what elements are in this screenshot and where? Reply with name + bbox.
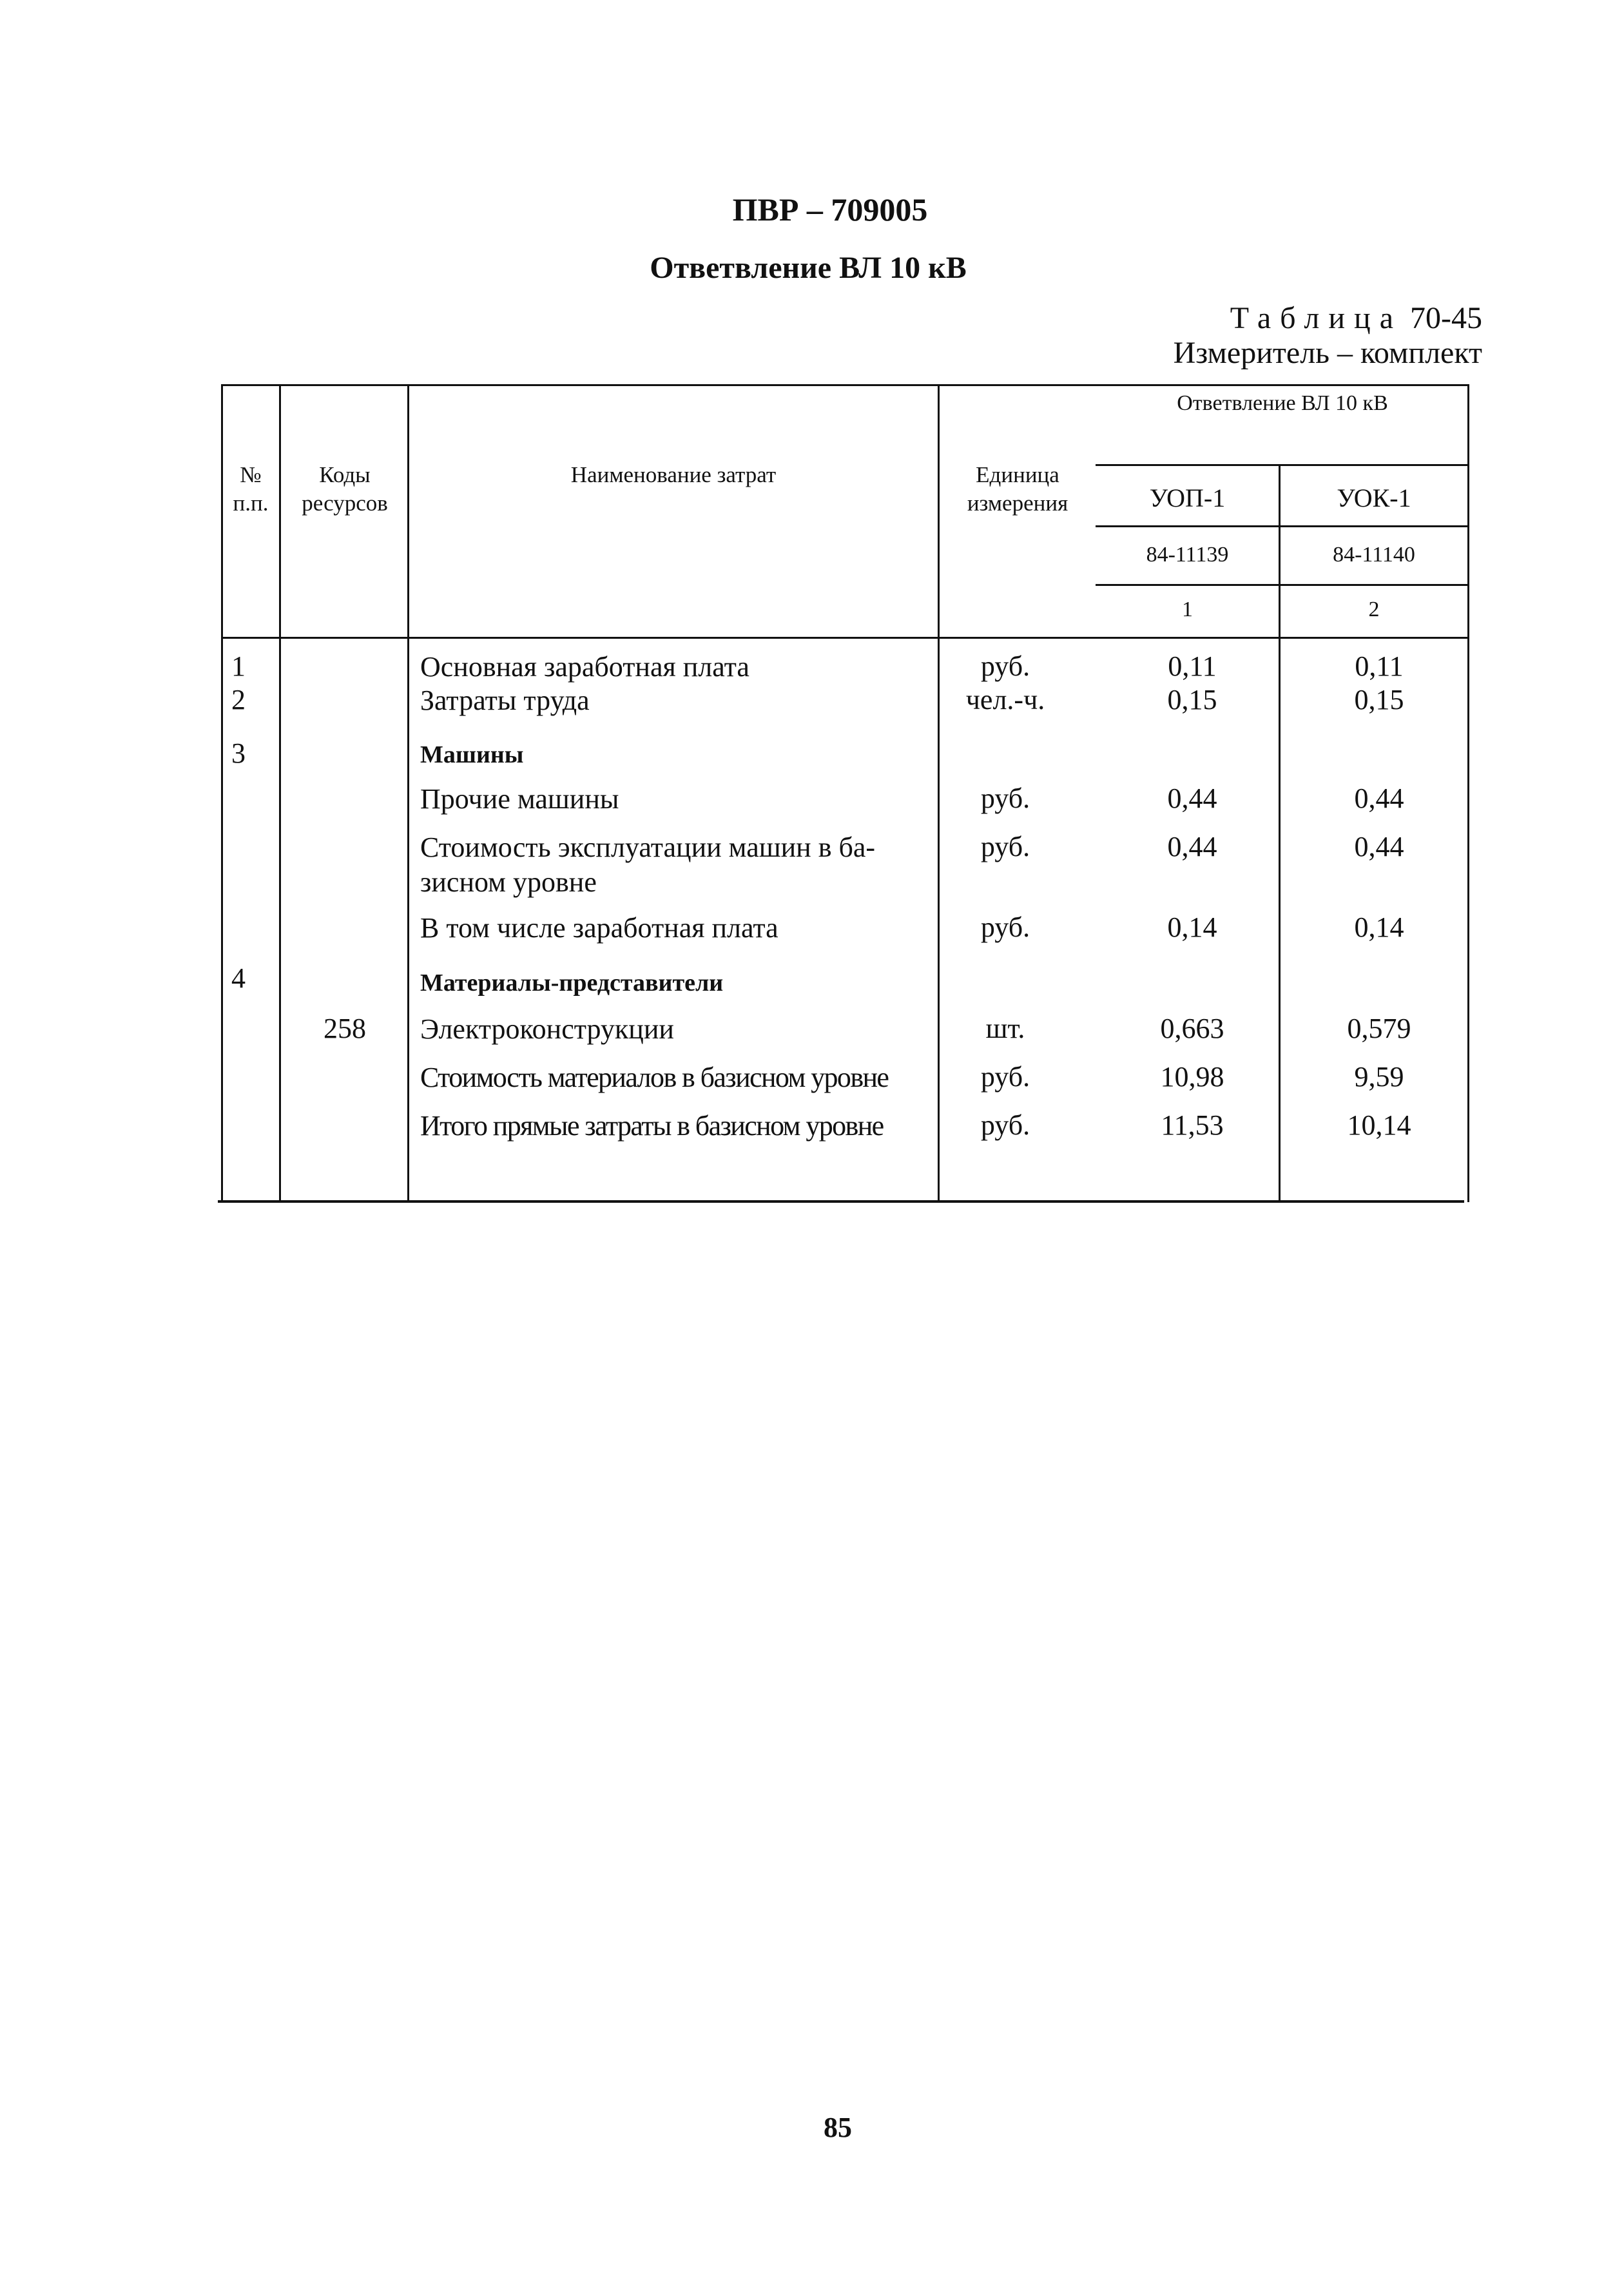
- row-unit: чел.-ч.: [965, 684, 1045, 715]
- header-variant-1-name: УОП-1: [1149, 483, 1226, 512]
- row-value-1: 0,11: [1168, 650, 1217, 682]
- page-number: 85: [824, 2112, 852, 2143]
- row-value-2: 9,59: [1354, 1061, 1404, 1093]
- row-name: Стоимость материалов в базисном уровне: [420, 1062, 889, 1093]
- header-codes: Коды ресурсов: [302, 462, 388, 516]
- header-unit: Единица измерения: [967, 462, 1068, 516]
- table-label: [1230, 300, 1482, 336]
- col-divider-codes: [279, 384, 281, 1202]
- header-variant-1-code: 84-11139: [1146, 543, 1229, 567]
- row-value-1: 0,44: [1167, 783, 1217, 814]
- row-value-2: 10,14: [1347, 1109, 1411, 1141]
- row-value-2: 0,44: [1354, 783, 1404, 814]
- row-divider-variant-codes: [1096, 584, 1469, 586]
- row-num: 4: [231, 962, 246, 994]
- document-code: ПВР – 709005: [732, 191, 928, 228]
- header-name: Наименование затрат: [570, 462, 777, 487]
- row-unit: руб.: [980, 831, 1030, 862]
- table-border-left: [221, 384, 223, 1202]
- row-name: Электроконструкции: [420, 1013, 674, 1045]
- row-unit: руб.: [980, 783, 1030, 814]
- row-value-2: 0,44: [1354, 831, 1404, 862]
- row-value-1: 0,15: [1167, 684, 1217, 715]
- row-unit: руб.: [980, 1109, 1030, 1141]
- row-unit: руб.: [980, 911, 1030, 943]
- row-divider-group: [1096, 464, 1469, 466]
- row-name: Прочие машины: [420, 783, 619, 815]
- header-bottom-line: [221, 637, 1469, 639]
- row-num: 2: [231, 684, 246, 715]
- row-unit: шт.: [985, 1013, 1025, 1044]
- row-divider-variant-names: [1096, 525, 1469, 527]
- row-resource-code: 258: [324, 1013, 366, 1044]
- row-value-1: 11,53: [1161, 1109, 1224, 1141]
- table-border-top: [222, 384, 1469, 386]
- row-value-2: 0,11: [1355, 650, 1404, 682]
- header-group: Ответвление ВЛ 10 кВ: [1177, 391, 1388, 415]
- row-num: 1: [231, 650, 246, 682]
- row-name-line-1: Стоимость эксплуатации машин в ба-: [420, 832, 876, 863]
- row-num: 3: [231, 737, 246, 769]
- row-value-1: 0,44: [1167, 831, 1217, 862]
- row-value-1: 0,663: [1160, 1013, 1224, 1044]
- row-name: Затраты труда: [420, 685, 590, 716]
- header-variant-1-index: 1: [1182, 598, 1193, 621]
- measure-unit-label: Измеритель – комплект: [1173, 336, 1482, 370]
- table-border-bottom: [218, 1200, 1464, 1203]
- header-num: № п.п.: [233, 462, 269, 516]
- header-variant-2-code: 84-11140: [1333, 543, 1415, 567]
- table-word: Таблица: [1230, 301, 1403, 335]
- row-name: Основная заработная плата: [420, 651, 749, 683]
- document-subtitle: Ответвление ВЛ 10 кВ: [650, 251, 967, 285]
- section-title-machines: Машины: [420, 741, 524, 768]
- table-number: 70-45: [1410, 301, 1482, 335]
- row-value-1: 10,98: [1160, 1061, 1224, 1093]
- row-unit: руб.: [980, 1061, 1030, 1093]
- row-unit: руб.: [980, 650, 1030, 682]
- col-divider-name: [407, 384, 409, 1202]
- row-name-line-2: зисном уровне: [420, 866, 597, 898]
- row-value-2: 0,15: [1354, 684, 1404, 715]
- row-name-total: Итого прямые затраты в базисном уровне: [420, 1110, 884, 1142]
- row-value-2: 0,579: [1347, 1013, 1411, 1044]
- row-value-1: 0,14: [1167, 911, 1217, 943]
- section-title-materials: Материалы-представители: [420, 969, 724, 997]
- header-variant-2-name: УОК-1: [1337, 483, 1411, 512]
- row-name: В том числе заработная плата: [420, 912, 778, 944]
- row-value-2: 0,14: [1354, 911, 1404, 943]
- header-variant-2-index: 2: [1368, 598, 1380, 621]
